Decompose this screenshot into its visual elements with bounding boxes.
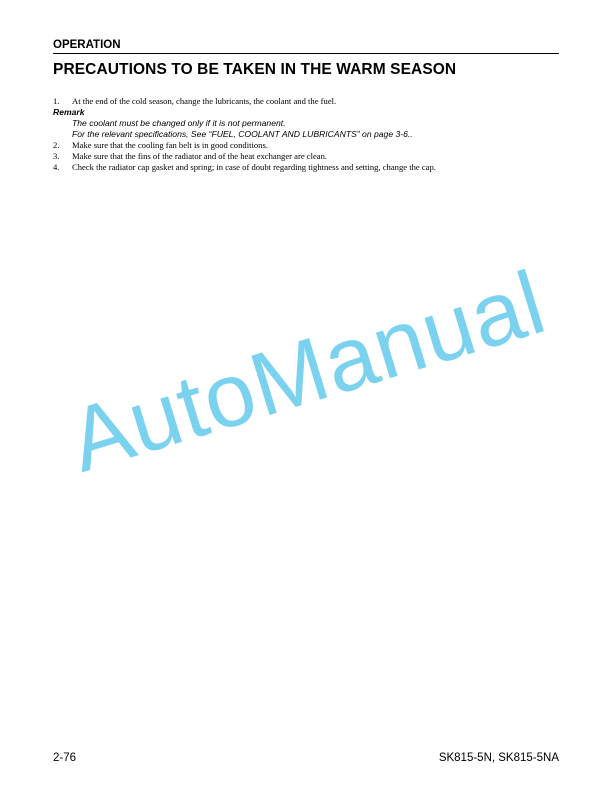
step-1 [53, 96, 559, 107]
step-4 [53, 162, 559, 173]
step-number: 4. [53, 162, 60, 172]
remark-line-1: The coolant must be changed only if it is not permanent. [72, 118, 286, 128]
page-number: 2-76 [53, 752, 77, 764]
step-number: 2. [53, 140, 60, 150]
remark-heading: Remark [53, 107, 85, 117]
model-label: SK815-5N, SK815-5NA [438, 752, 559, 764]
step-text: Make sure that the cooling fan belt is in good conditions. [72, 140, 268, 150]
remark-line-2: For the relevant specifications, See “FUEL, COOLANT AND LUBRICANTS” on page 3-6.. [72, 129, 413, 139]
header-rule [53, 53, 559, 54]
step-2 [53, 140, 559, 151]
step-text: At the end of the cold season, change the lubricants, the coolant and the fuel. [72, 96, 337, 106]
step-number: 3. [53, 151, 60, 161]
step-text: Make sure that the fins of the radiator and of the heat exchanger are clean. [72, 151, 328, 161]
section-label: OPERATION [53, 39, 121, 51]
watermark: AutoManual [58, 252, 557, 492]
document-body [53, 96, 559, 173]
page-title: PRECAUTIONS TO BE TAKEN IN THE WARM SEASON [53, 61, 457, 78]
step-number: 1. [53, 96, 60, 106]
step-3 [53, 151, 559, 162]
step-text: Check the radiator cap gasket and spring; in case of doubt regarding tightness and setting, change the cap. [72, 162, 436, 172]
